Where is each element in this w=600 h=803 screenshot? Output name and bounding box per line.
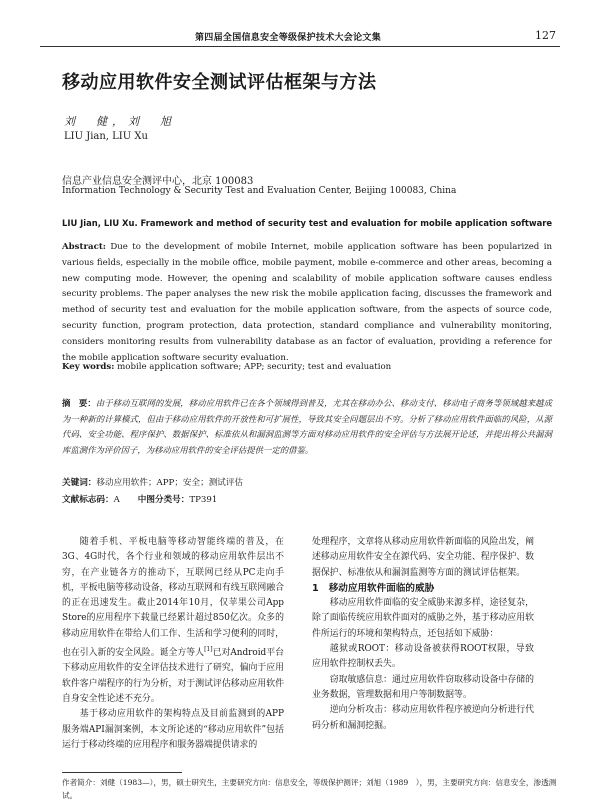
paragraph xyxy=(62,535,284,707)
page-number: 127 xyxy=(535,29,556,42)
body-column-left xyxy=(62,535,284,753)
abstract-en-label: Abstract: xyxy=(62,242,106,252)
paragraph: 移动应用软件面临的安全威胁来源多样，途径复杂，除了面临传统应用软件面对的威胁之外，基于移动应用软件所运行的环境和架构特点，还包括如下威胁： xyxy=(312,598,534,639)
running-header xyxy=(40,28,560,44)
keywords-cn-text: 移动应用软件；APP；安全；测试评估 xyxy=(96,478,244,488)
affiliation-chinese: 信息产业信息安全测评中心，北京 100083 xyxy=(62,176,254,187)
paragraph-text: 随着手机、平板电脑等移动智能终端的普及，在3G、4G时代，各个行业和领域的移动应用软件层出不穷，在产业链各方的推动下，互联网已经从PC走向手机，平板电脑等移动设备，移动互联网和有线互联网融合的正在迅速发生。截止2014年10月，仅苹果公司App Store的应用程序下载量已经累计超过850亿次。众多的移动应用软件在带给人们工作、生活和学习便利的同时，也在引入新的安全风险。诞全方等人 xyxy=(62,537,284,659)
keywords-en-label: Key words: xyxy=(62,362,115,372)
author-footnote: 作者简介：刘健（1983—），男，硕士研究生，主要研究方向：信息安全，等级保护测评；刘旭（1989 ），男，主要研究方向：信息安全，渗透测试。 xyxy=(62,778,557,800)
section-number: 1 xyxy=(312,582,319,594)
paragraph: 基于移动应用软件的架构特点及目前监测到的APP服务端API漏洞案例，本文所论述的“移动应用软件”包括运行于移动终端的应用程序和服务器端提供请求的 xyxy=(62,709,284,750)
paragraph: 逆向分析攻击：移动应用软件程序被逆向分析进行代码分析和漏洞挖掘。 xyxy=(312,705,534,731)
paragraph: 窃取敏感信息：通过应用软件窃取移动设备中存储的业务数据，管理数据和用户等制数据等。 xyxy=(312,674,534,700)
classification-line xyxy=(62,493,217,505)
section-title: 移动应用软件面临的威胁 xyxy=(328,582,435,594)
class-code-label: 中图分类号： xyxy=(137,495,190,505)
header-rule xyxy=(40,46,560,47)
authors-english: LIU Jian, LIU Xu xyxy=(64,131,148,142)
reference-marker: [1] xyxy=(204,646,213,654)
abstract-cn-text: 由于移动互联网的发展，移动应用软件已在各个领域得到普及，尤其在移动办公、移动支付、移动电子商务等领域越来越成为一种新的计算模式，但由于移动应用软件的开放性和可扩展性，导致其安全问题层出不穷。分析了移动应用软件面临的风险，从源代码、安全功能、程序保护、数据保护、标准依从和漏洞监测等方面对移动应用软件的安全评估与方法展开论述，并提出将公共漏洞库监测作为评价因子，为移动应用软件的安全评估提供一定的借鉴。 xyxy=(62,398,553,455)
keywords-en-text: mobile application software; APP; security; test and evaluation xyxy=(117,362,392,372)
journal-name: 第四届全国信息安全等级保护技术大会论文集 xyxy=(195,33,382,43)
abstract-chinese xyxy=(62,396,552,458)
section-heading xyxy=(312,581,534,596)
body-column-right xyxy=(312,535,534,734)
doc-code-label: 文献标志码： xyxy=(62,495,114,505)
paragraph-text: 已对Android平台下移动应用软件的安全评估技术进行了研究，偏向于应用软件客户端程序的行为分析，对于测试评估移动应用软件自身安全性论述不充分。 xyxy=(62,648,284,704)
doc-code: A xyxy=(113,495,120,505)
keywords-english xyxy=(62,362,552,372)
keywords-cn-label: 关键词： xyxy=(62,478,97,488)
class-code: TP391 xyxy=(189,495,218,505)
keywords-chinese xyxy=(62,476,552,488)
english-citation: LIU Jian, LIU Xu. Framework and method of security test and evaluation for mobile application software xyxy=(62,218,553,228)
abstract-cn-label: 摘 要： xyxy=(62,398,96,408)
paragraph: 越狱或ROOT：移动设备被获得ROOT权限，导致应用软件控制权丢失。 xyxy=(312,644,534,670)
abstract-en-text: Due to the development of mobile Internet, mobile application software has been popularized in various fields, especially in the mobile office, mobile payment, mobile e-commerce and other areas, becoming a new computing mode. However, the opening and scalability of mobile application software causes endless security problems. The paper analyses the new risk the mobile application facing, discusses the framework and method of security test and evaluation for the mobile application software, from the aspects of source code, security function, program protection, data protection, standard compliance and vulnerability monitoring, considers monitoring results from vulnerability database as an factor of evaluation, providing a reference for the mobile application software security evaluation. xyxy=(62,242,552,363)
paper-title: 移动应用软件安全测试评估框架与方法 xyxy=(62,72,377,93)
affiliation-english: Information Technology & Security Test and Evaluation Center, Beijing 100083, China xyxy=(62,186,457,196)
footnote-rule xyxy=(62,772,182,773)
abstract-english xyxy=(62,240,552,366)
authors-chinese: 刘 健，刘 旭 xyxy=(64,115,176,128)
paragraph: 处理程序，文章将从移动应用软件新面临的风险出发，阐述移动应用软件安全在源代码、安全功能、程序保护、数据保护、标准依从和漏洞监测等方面的测试评估框架。 xyxy=(312,537,534,578)
